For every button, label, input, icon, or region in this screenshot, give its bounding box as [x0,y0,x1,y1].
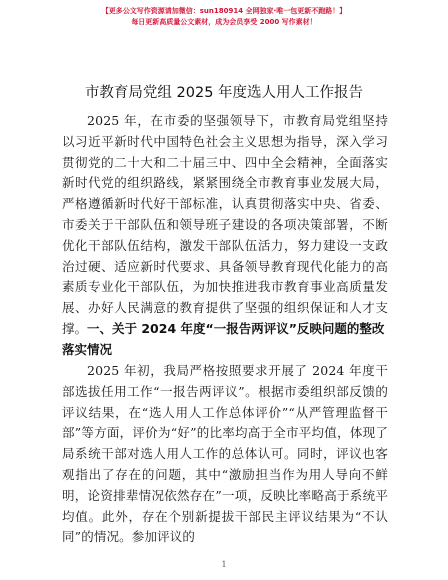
page-number: 1 [221,560,227,569]
body-paragraph-intro: 2025 年，在市委的坚强领导下，市教育局党组坚持以习近平新时代中国特色社会主义思想为指导，深入学习贯彻党的二十大和二十届三中、四中全会精神，全面落实新时代党的组织路线，紧紧围绕全市教育事业发展大局，严格遵循新时代好干部标准，认真贯彻落实中央、省委、市委关于干部队伍和领导班子建设的各项决策部署，不断优化干部队伍结构，激发干部队伍活力，努力建设一支政治过硬、适应新时代要求、具备领导教育现代化能力的高素质专业化干部队伍，为加快推进我市教育事业高质量发展、办好人民满意的教育提供了坚强的组织保证和人才支撑。 [62,113,388,336]
section-heading-1: 一、关于 2024 年度“一报告两评议”反映问题的整改落实情况 [62,321,385,357]
promo-banner-line1: 【更多公文写作资源请加微信：sun180914 全网独家·唯一包更新不跑路！】 [101,7,347,15]
promo-banner-line2: 每日更新高质量公文素材，成为会员享受 2000 写作素材！ [131,18,317,26]
body-paragraph-section1: 2025 年初，我局严格按照要求开展了 2024 年度干部选拔任用工作“一报告两评议”。根据市委组织部反馈的评议结果，在“选人用人工作总体评价”“从严管理监督干部”等方面，评价为“好”的比率均高于全市平均值，体现了局系统干部对选人用人工作的总体认可。同时，评议也客观指出了存在的问题，其中“激励担当作为用人导向不鲜明，论资排辈情况依然存在”一项，反映比率略高于系统平均值。此外，存在个别新提拔干部民主评议结果为“不认同”的情况。参加评议的 [62,363,388,545]
document-title: 市教育局党组 2025 年度选人用人工作报告 [84,85,364,101]
